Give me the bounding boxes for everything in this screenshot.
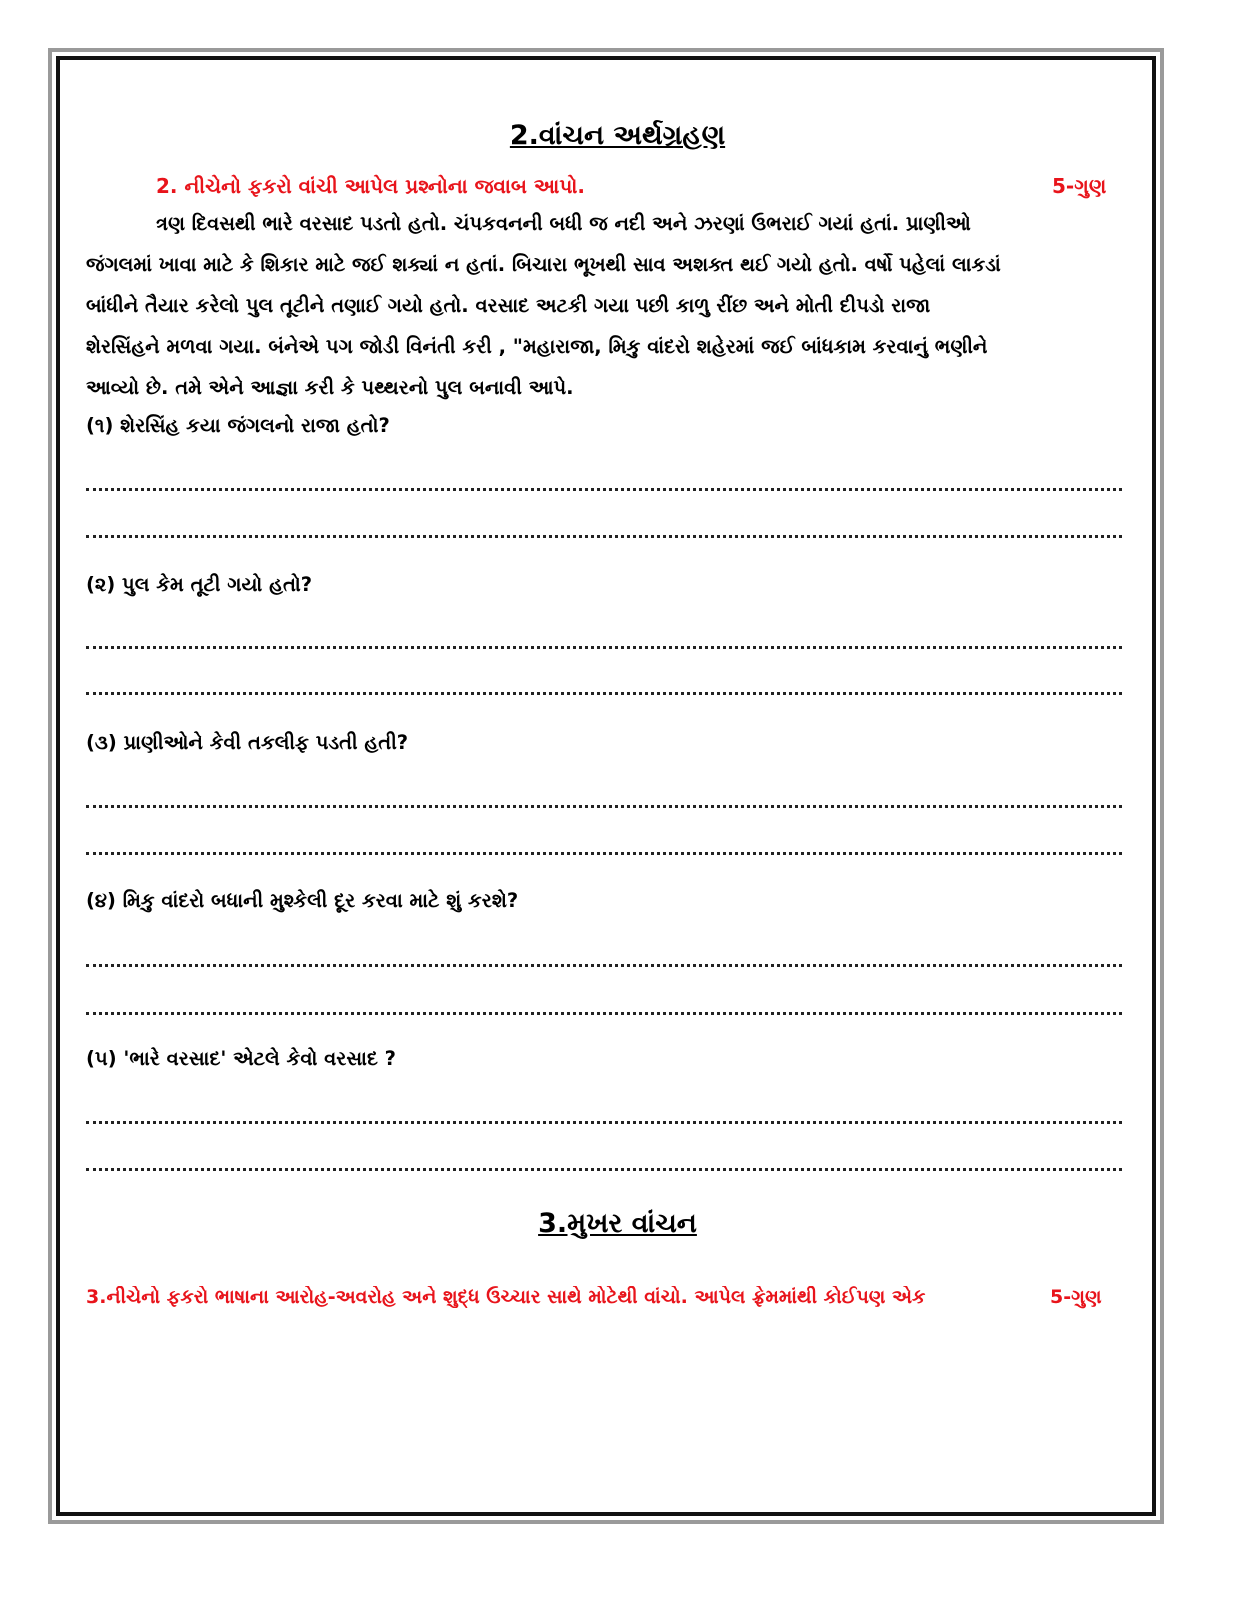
- paragraph-line: આવ્યો છે. તમે એને આજ્ઞા કરી કે પથ્થરનો પુલ બનાવી આપે.: [86, 376, 574, 399]
- section2-title: 2.વાંચન અર્થગ્રહણ: [509, 120, 726, 151]
- answer-line[interactable]: [86, 1168, 1122, 1171]
- answer-line[interactable]: [86, 852, 1122, 855]
- answer-line[interactable]: [86, 1121, 1122, 1124]
- question-2: (૨) પુલ કેમ તૂટી ગયો હતો?: [86, 573, 313, 596]
- section3-instruction: 3.નીચેનો ફકરો ભાષાના આરોહ-અવરોહ અને શુદ્ધ ઉચ્ચાર સાથે મોટેથી વાંચો. આપેલ ફ્રેમમાંથી કોઈપણ એક: [86, 1286, 926, 1308]
- paragraph-line: ત્રણ દિવસથી ભારે વરસાદ પડતો હતો. ચંપકવનની બધી જ નદી અને ઝરણાં ઉભરાઈ ગયાં હતાં. પ્રાણીઓ: [156, 212, 971, 235]
- answer-line[interactable]: [86, 646, 1122, 649]
- answer-line[interactable]: [86, 964, 1122, 967]
- answer-line[interactable]: [86, 805, 1122, 808]
- question-1: (૧) શેરસિંહ કયા જંગલનો રાજા હતો?: [86, 414, 390, 437]
- answer-line[interactable]: [86, 1012, 1122, 1015]
- section2-instruction: 2. નીચેનો ફકરો વાંચી આપેલ પ્રશ્નોના જવાબ આપો.: [156, 174, 585, 198]
- section3-title: 3.મુખર વાંચન: [538, 1208, 697, 1239]
- answer-line[interactable]: [86, 692, 1122, 695]
- question-3: (૩) પ્રાણીઓને કેવી તકલીફ પડતી હતી?: [86, 731, 409, 754]
- question-5: (૫) 'ભારે વરસાદ' એટલે કેવો વરસાદ ?: [86, 1047, 396, 1070]
- answer-line[interactable]: [86, 488, 1122, 491]
- paragraph-line: શેરસિંહને મળવા ગયા. બંનેએ પગ જોડી વિનંતી કરી , "મહારાજા, મિકુ વાંદરો શહેરમાં જઈ બાંધકામ કરવાનું ભણીને: [86, 335, 988, 358]
- paragraph-line: જંગલમાં ખાવા માટે કે શિકાર માટે જઈ શક્યાં ન હતાં. બિચારા ભૂખથી સાવ અશક્ત થઈ ગયો હતો. વર્ષો પહેલાં લાકડાં: [86, 253, 1001, 276]
- question-4: (૪) મિકુ વાંદરો બધાની મુશ્કેલી દૂર કરવા માટે શું કરશે?: [86, 889, 519, 912]
- section3-marks: 5-ગુણ: [1050, 1286, 1102, 1308]
- paragraph-line: બાંધીને તૈયાર કરેલો પુલ તૂટીને તણાઈ ગયો હતો. વરસાદ અટકી ગયા પછી કાળુ રીંછ અને મોતી દીપડો રાજા: [86, 294, 931, 317]
- section2-marks: 5-ગુણ: [1052, 174, 1107, 198]
- answer-line[interactable]: [86, 535, 1122, 538]
- reading-paragraph: [86, 203, 1150, 408]
